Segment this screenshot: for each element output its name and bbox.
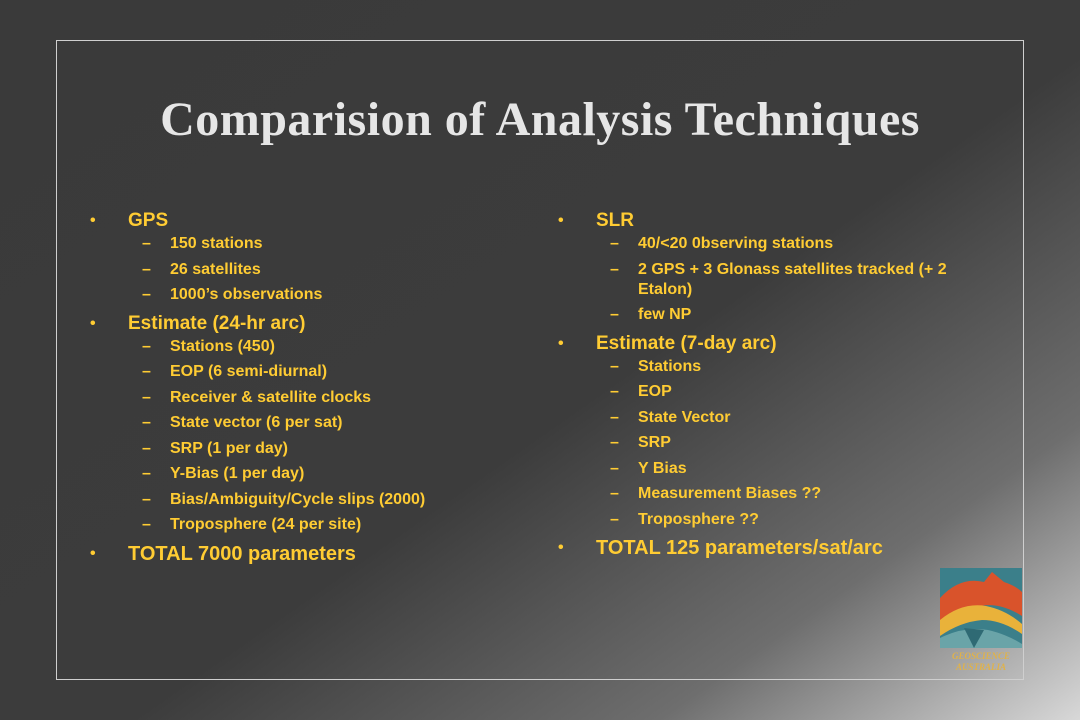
geoscience-australia-logo [940, 568, 1022, 672]
bullet-slr: • SLR – 40/<20 0bserving stations – 2 GPS + 3 Glonass satellites tracked (+ 2 Etalon) – few NP [556, 208, 956, 325]
list-item: – EOP (6 semi-diurnal) [142, 363, 328, 380]
list-item: – Troposphere ?? [610, 510, 759, 528]
list-item: – Y Bias [610, 459, 687, 477]
list-item: – few NP [610, 306, 692, 323]
list-item: – Receiver & satellite clocks [142, 388, 372, 406]
list-item: – State Vector [610, 408, 731, 426]
right-column [556, 208, 956, 563]
bullet-estimate-gps: • Estimate (24-hr arc) – Stations (450) – EOP (6 semi-diurnal) – Receiver & satellite clocks – State vector (6 per sat) – SRP (1 per day) – Y-Bias (1 per day) – Bias/Ambiguity/Cycle slips (2000) – Troposphere (24 per site) [88, 311, 528, 536]
list-item: – SRP (1 per day) [142, 439, 288, 457]
list-item: – Y-Bias (1 per day) [142, 465, 305, 482]
bullet-total-slr: • TOTAL 125 parameters/sat/arc [558, 537, 883, 559]
list-item: – EOP [610, 383, 672, 400]
list-item: – Stations (450) [142, 337, 275, 355]
list-item: – Stations [610, 357, 702, 375]
bullet-total-gps: • TOTAL 7000 parameters [90, 542, 356, 565]
list-item: – 150 stations [142, 235, 263, 252]
svg-text:AUSTRALIA: AUSTRALIA [955, 662, 1007, 672]
bullet-estimate-slr: • Estimate (7-day arc) – Stations – EOP – State Vector – SRP – Y Bias – Measurement Biases ?? – Troposphere ?? [556, 331, 956, 530]
list-item: – State vector (6 per sat) [142, 414, 343, 431]
list-item: – SRP [610, 434, 671, 451]
left-column [88, 208, 528, 569]
list-item: – 1000’s observations [142, 286, 323, 303]
list-item: – Bias/Ambiguity/Cycle slips (2000) [142, 490, 426, 508]
list-item: – Troposphere (24 per site) [142, 516, 362, 533]
slide-title: Comparision of Analysis Techniques [160, 93, 920, 146]
list-item: – 26 satellites [142, 260, 261, 278]
list-item: – 2 GPS + 3 Glonass satellites tracked (+ 2 Etalon) [610, 260, 947, 298]
list-item: – 40/<20 0bserving stations [610, 235, 834, 252]
svg-text:GEOSCIENCE: GEOSCIENCE [951, 651, 1011, 661]
list-item: – Measurement Biases ?? [610, 485, 822, 502]
bullet-gps: • GPS – 150 stations – 26 satellites – 1000’s observations [88, 208, 528, 305]
